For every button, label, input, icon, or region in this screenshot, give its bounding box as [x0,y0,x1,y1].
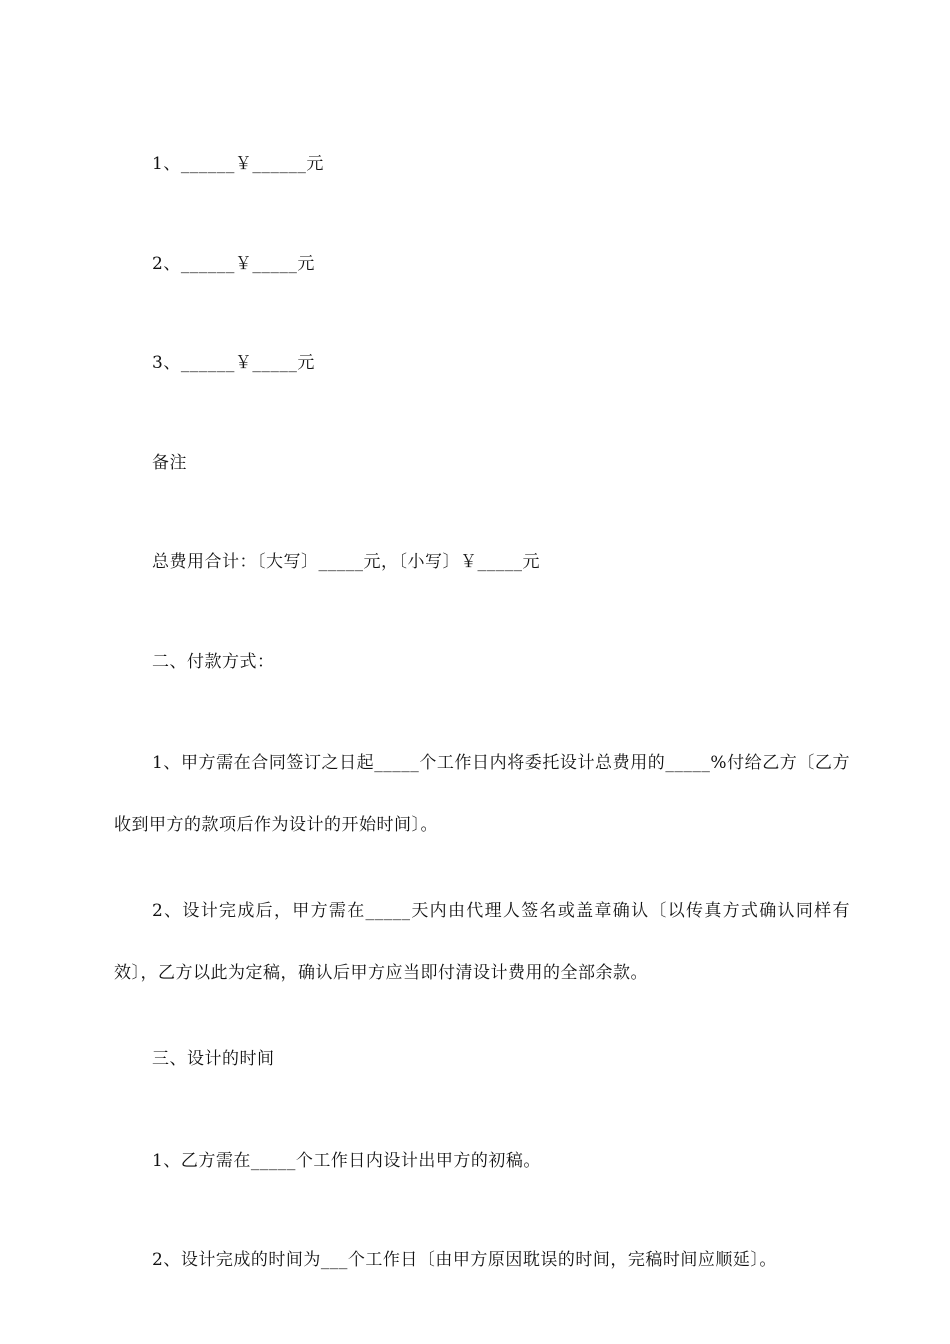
design-time-clause-1: 1、乙方需在_____个工作日内设计出甲方的初稿。 [152,1151,541,1171]
total-fee-line: 总费用合计：〔大写〕_____元，〔小写〕￥_____元 [152,552,540,572]
fee-item-1: 1、______￥______元 [152,154,324,174]
payment-clause-2: 2、设计完成后，甲方需在_____天内由代理人签名或盖章确认〔以传真方式确认同样有效〕，乙方以此为定稿，确认后甲方应当即付清设计费用的全部余款。 [114,901,850,983]
remarks-label: 备注 [152,453,187,473]
payment-clause-1: 1、甲方需在合同签订之日起_____个工作日内将委托设计总费用的_____%付给乙方〔乙方收到甲方的款项后作为设计的开始时间〕。 [114,753,850,835]
fee-item-3: 3、______￥_____元 [152,353,315,373]
fee-item-2: 2、______￥_____元 [152,254,315,274]
design-time-heading: 三、设计的时间 [152,1049,275,1069]
payment-heading: 二、付款方式： [152,652,275,672]
design-time-clause-2: 2、设计完成的时间为___个工作日〔由甲方原因耽误的时间，完稿时间应顺延〕。 [152,1250,777,1270]
